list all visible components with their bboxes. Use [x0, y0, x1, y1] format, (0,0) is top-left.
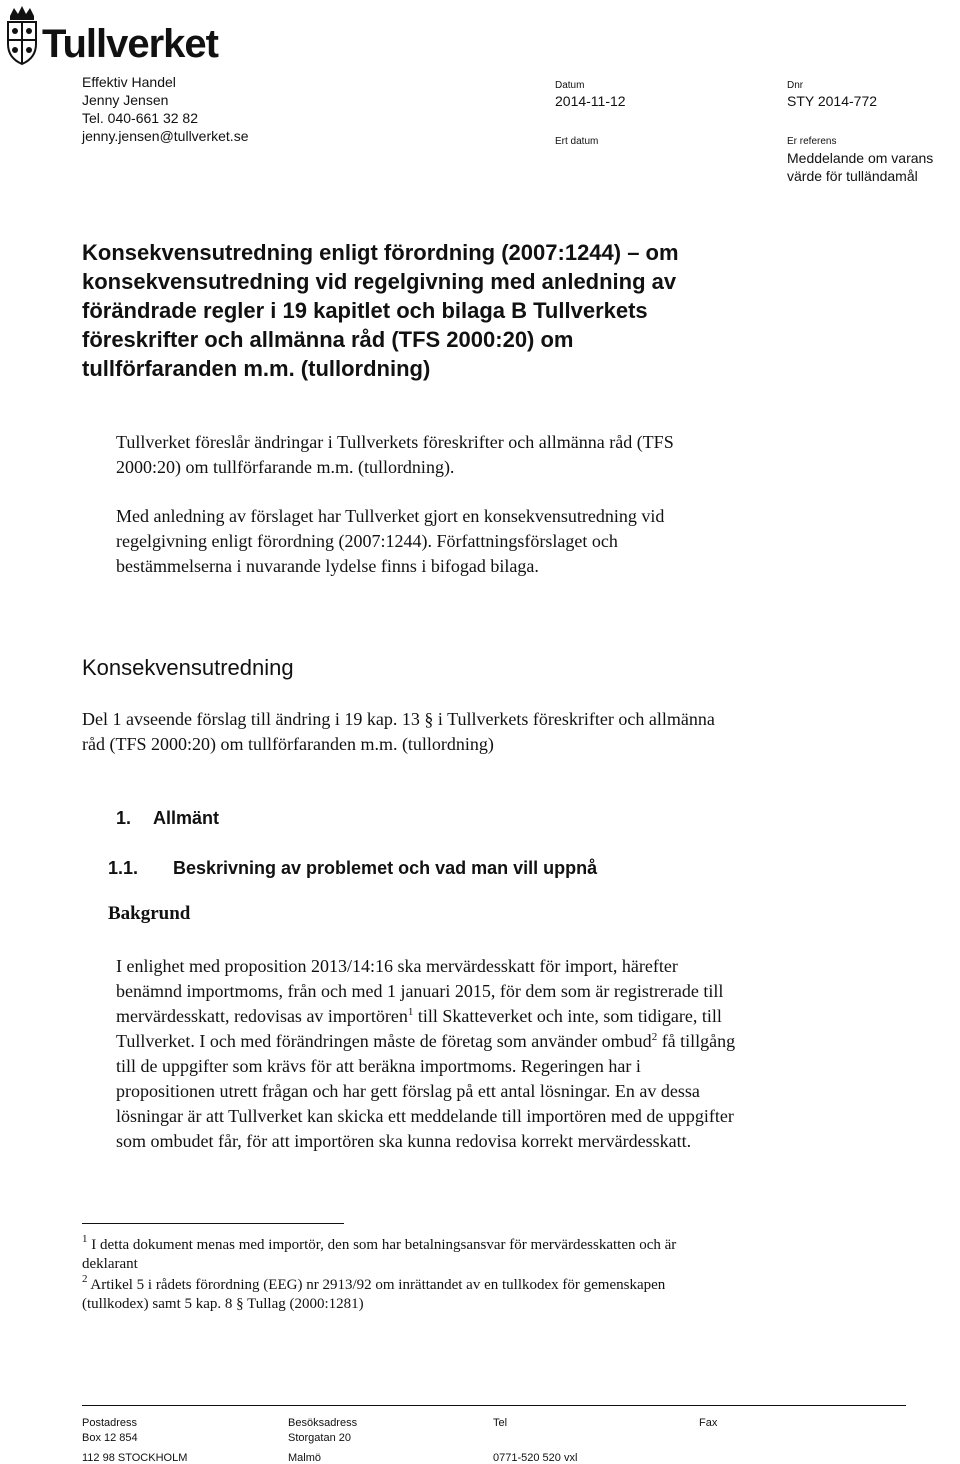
tullverket-logo: [4, 4, 236, 66]
heading-1-1-text: Beskrivning av problemet och vad man vill uppnå: [173, 858, 598, 878]
footer-tel-value: 0771-520 520 vxl: [493, 1452, 578, 1464]
bakgrund-heading: Bakgrund: [108, 903, 191, 924]
er-referens-line-2: värde för tulländamål: [787, 168, 918, 184]
footnote-2-text: Artikel 5 i rådets förordning (EEG) nr 2913/92 om inrättandet av en tullkodex för gemenskapen (tullkodex) samt 5 kap. 8 § Tullag (2000:1281): [82, 1277, 666, 1312]
heading-1-1-number: 1.1.: [108, 858, 139, 878]
document-title: Konsekvensutredning enligt förordning (2007:1244) – om konsekvensutredning vid regelgivning med anledning av förändrade regler i 19 kapitlet och bilaga B Tullverkets föreskrifter och allmänna råd (TFS 2000:20) om tullförfaranden m.m. (tullordning): [82, 240, 679, 381]
footnote-1-number: 1: [82, 1233, 88, 1245]
footer-besoksadress-label: Besöksadress: [288, 1417, 358, 1429]
date-label: Datum: [555, 80, 585, 91]
footer-postadress-label: Postadress: [82, 1417, 138, 1429]
er-referens-value: [787, 149, 933, 185]
footer-postadress-line-1: Box 12 854: [82, 1432, 138, 1444]
date-value: 2014-11-12: [555, 93, 626, 109]
heading-1-text: Allmänt: [153, 808, 220, 828]
footnote-2: [82, 1273, 722, 1314]
footer-postadress-line-2: 112 98 STOCKHOLM: [82, 1452, 188, 1464]
body-text-part-2: till Skatteverket och inte, som tidigare, till Tullverket. I och med förändringen måste de företag som använder ombud: [116, 1006, 722, 1051]
intro-paragraph-1: Tullverket föreslår ändringar i Tullverkets föreskrifter och allmänna råd (TFS 2000:20) om tullförfarande m.m. (tullordning).: [116, 432, 674, 477]
heading-1-number: 1.: [116, 808, 132, 828]
intro-paragraph-2: Med anledning av förslaget har Tullverket gjort en konsekvensutredning vid regelgivning enligt förordning (2007:1244). Författningsförslaget och bestämmelserna i nuvarande lydelse finns i bifogad bilaga.: [116, 506, 665, 576]
footnote-divider: [82, 1223, 344, 1224]
footer-tel-label: Tel: [493, 1417, 508, 1429]
footer-besoksadress-line-2: Malmö: [288, 1452, 322, 1464]
footnote-1-text: I detta dokument menas med importör, den som har betalningsansvar för mervärdesskatten och är deklarant: [82, 1237, 677, 1272]
crown-shield-icon: [4, 4, 40, 66]
footer-fax-label: Fax: [699, 1417, 718, 1429]
dnr-label: Dnr: [787, 80, 804, 91]
contact-block: [82, 73, 248, 145]
contact-department: Effektiv Handel: [82, 74, 176, 90]
ert-datum-label: Ert datum: [555, 136, 599, 147]
body-text-part-1: I enlighet med proposition 2013/14:16 ska mervärdesskatt för import, härefter benämnd importmoms, från och med 1 januari 2015, för dem som är registrerade till mervärdesskatt, redovisas av importören: [116, 956, 724, 1026]
contact-phone: Tel. 040-661 32 82: [82, 110, 198, 126]
footer-besoksadress-line-1: Storgatan 20: [288, 1432, 351, 1444]
section-heading: Konsekvensutredning: [82, 655, 294, 680]
contact-name: Jenny Jensen: [82, 92, 169, 108]
footnote-ref-2[interactable]: 2: [651, 1031, 658, 1043]
footer-divider: [82, 1405, 906, 1406]
er-referens-line-1: Meddelande om varans: [787, 150, 934, 166]
dnr-value: STY 2014-772: [787, 93, 878, 109]
body-text-part-3: få tillgång till de uppgifter som krävs för att beräkna importmoms. Regeringen har i propositionen utrett frågan och har gett förslag på ett antal lösningar. En av dessa lösningar är att Tullverket kan skicka ett meddelande till importören med de uppgifter som ombudet får, för att importören ska kunna redovisa korrekt mervärdesskatt.: [116, 1031, 736, 1151]
logo-wordmark: Tullverket: [42, 22, 218, 66]
contact-email[interactable]: jenny.jensen@tullverket.se: [82, 128, 249, 144]
er-referens-label: Er referens: [787, 136, 837, 147]
footnote-2-number: 2: [82, 1273, 88, 1285]
footnote-1: [82, 1233, 722, 1274]
body-paragraph: [116, 954, 741, 1154]
footnotes: [82, 1233, 722, 1316]
del-description: Del 1 avseende förslag till ändring i 19 kap. 13 § i Tullverkets föreskrifter och allmänna råd (TFS 2000:20) om tullförfaranden m.m. (tullordning): [82, 709, 715, 754]
footnote-ref-1[interactable]: 1: [407, 1006, 414, 1018]
